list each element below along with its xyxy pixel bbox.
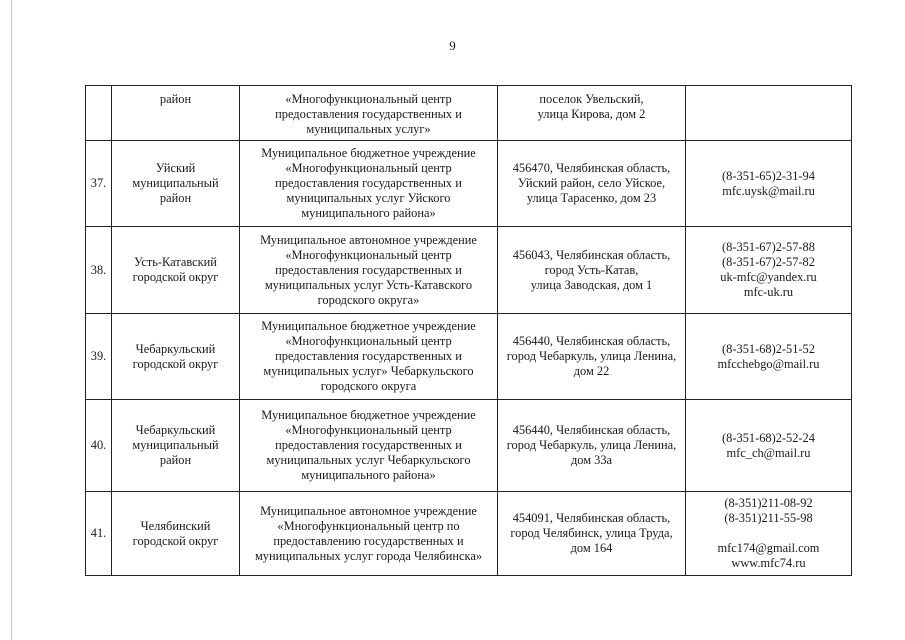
- blank-line: [689, 526, 848, 541]
- cell-address: [498, 492, 686, 576]
- text-line: муниципальный: [132, 176, 219, 190]
- cell-municipality: [112, 314, 240, 400]
- text-line: (8-351-68)2-52-24: [722, 430, 815, 445]
- text-line: дом 22: [573, 364, 610, 378]
- text-line: муниципальный: [132, 438, 219, 452]
- cell-municipality: [112, 400, 240, 492]
- text-line: поселок Увельский,: [539, 92, 644, 106]
- text-line: (8-351-68)2-51-52: [722, 341, 815, 356]
- text-line: Чебаркульский: [135, 341, 216, 356]
- cell-address: [498, 314, 686, 400]
- cell-number: [86, 86, 112, 141]
- text-line: предоставления государственных и: [275, 107, 462, 121]
- text-line: город Челябинск, улица Труда,: [510, 526, 673, 540]
- text-line: городского округа»: [317, 292, 420, 307]
- text-line: дом 33а: [570, 453, 613, 467]
- text-line: mfcchebgo@mail.ru: [717, 356, 820, 371]
- table-row: [86, 141, 852, 227]
- cell-contacts: [686, 314, 852, 400]
- cell-number: 37.: [86, 141, 112, 227]
- cell-address: [498, 86, 686, 141]
- text-line: муниципального района»: [301, 206, 436, 220]
- text-line: город Усть-Катав,: [544, 262, 639, 277]
- text-line: Муниципальное бюджетное учреждение: [261, 146, 476, 160]
- cell-address: [498, 400, 686, 492]
- text-line: (8-351-67)2-57-82: [722, 255, 815, 269]
- cell-contacts: [686, 492, 852, 576]
- text-line: 456043, Челябинская область,: [512, 247, 671, 262]
- cell-organization: [240, 314, 498, 400]
- cell-municipality: [112, 86, 240, 141]
- text-line: (8-351)211-08-92: [724, 496, 813, 510]
- text-line: муниципальных услуг» Чебаркульского: [263, 364, 474, 378]
- text-line: 454091, Челябинская область,: [512, 511, 671, 525]
- scan-margin-line: [11, 0, 12, 640]
- text-line: предоставлению государственных и: [273, 533, 464, 548]
- text-line: городского округа: [320, 379, 417, 393]
- table-row: [86, 492, 852, 576]
- page-number: 9: [449, 38, 456, 53]
- text-line: «Многофункциональный центр: [285, 92, 452, 106]
- text-line: улица Тарасенко, дом 23: [526, 191, 657, 205]
- text-line: город Чебаркуль, улица Ленина,: [506, 438, 677, 452]
- text-line: 456470, Челябинская область,: [512, 161, 671, 175]
- text-line: город Чебаркуль, улица Ленина,: [506, 349, 677, 363]
- text-line: улица Кирова, дом 2: [537, 107, 646, 121]
- text-line: городской округ: [132, 270, 219, 284]
- table-row: [86, 400, 852, 492]
- text-line: www.mfc74.ru: [731, 556, 806, 570]
- text-line: (8-351-65)2-31-94: [722, 168, 815, 183]
- text-line: «Многофункциональный центр: [285, 334, 452, 348]
- mfc-registry-table: [85, 85, 852, 576]
- text-line: (8-351-67)2-57-88: [722, 240, 815, 254]
- cell-municipality: [112, 141, 240, 227]
- text-line: район: [159, 191, 192, 205]
- text-line: uk-mfc@yandex.ru: [720, 270, 817, 284]
- cell-number: 41.: [86, 492, 112, 576]
- cell-number: 40.: [86, 400, 112, 492]
- cell-organization: [240, 86, 498, 141]
- text-line: «Многофункциональный центр: [285, 423, 452, 437]
- cell-organization: [240, 227, 498, 314]
- table-row: [86, 227, 852, 314]
- text-line: «Многофункциональный центр: [285, 247, 452, 262]
- cell-contacts: [686, 400, 852, 492]
- text-line: муниципальных услуг Уйского: [286, 191, 451, 205]
- text-line: mfc_ch@mail.ru: [726, 445, 811, 460]
- table-body: [86, 86, 852, 576]
- text-line: предоставления государственных и: [275, 262, 462, 277]
- text-line: Усть-Катавский: [134, 255, 217, 269]
- text-line: улица Заводская, дом 1: [530, 277, 653, 292]
- text-line: дом 164: [570, 541, 613, 555]
- cell-organization: [240, 492, 498, 576]
- text-line: mfc174@gmail.com: [717, 541, 820, 555]
- cell-contacts: [686, 86, 852, 141]
- text-line: mfc-uk.ru: [743, 285, 794, 299]
- text-line: предоставления государственных и: [275, 349, 462, 363]
- text-line: «Многофункциональный центр по: [277, 518, 460, 533]
- text-line: Муниципальное бюджетное учреждение: [261, 319, 476, 333]
- text-line: Муниципальное автономное учреждение: [260, 503, 477, 518]
- text-line: муниципальных услуг Усть-Катавского: [264, 277, 473, 292]
- table-row-continuation: [86, 86, 852, 141]
- text-line: Челябинский: [140, 518, 211, 533]
- text-line: муниципальных услуг Чебаркульского: [266, 453, 471, 467]
- text-line: городской округ: [132, 533, 219, 548]
- text-line: муниципальных услуг»: [306, 122, 431, 136]
- cell-address: [498, 141, 686, 227]
- text-line: муниципального района»: [301, 468, 436, 482]
- text-line: муниципальных услуг города Челябинска»: [254, 548, 483, 563]
- text-line: 456440, Челябинская область,: [512, 423, 671, 437]
- cell-organization: [240, 400, 498, 492]
- cell-number: 38.: [86, 227, 112, 314]
- text-line: предоставления государственных и: [275, 176, 462, 190]
- text-line: район: [159, 92, 192, 106]
- cell-address: [498, 227, 686, 314]
- text-line: «Многофункциональный центр: [285, 161, 452, 175]
- table-row: [86, 314, 852, 400]
- cell-municipality: [112, 492, 240, 576]
- text-line: городской округ: [132, 356, 219, 371]
- text-line: предоставления государственных и: [275, 438, 462, 452]
- cell-contacts: [686, 141, 852, 227]
- text-line: Муниципальное бюджетное учреждение: [261, 408, 476, 422]
- cell-contacts: [686, 227, 852, 314]
- text-line: (8-351)211-55-98: [724, 511, 813, 525]
- text-line: mfc.uysk@mail.ru: [722, 183, 815, 198]
- text-line: Уйский: [155, 161, 196, 175]
- text-line: Чебаркульский: [135, 423, 216, 437]
- text-line: район: [159, 453, 192, 467]
- cell-organization: [240, 141, 498, 227]
- cell-number: 39.: [86, 314, 112, 400]
- text-line: Уйский район, село Уйское,: [517, 176, 666, 190]
- cell-municipality: [112, 227, 240, 314]
- text-line: Муниципальное автономное учреждение: [260, 232, 477, 247]
- text-line: 456440, Челябинская область,: [512, 334, 671, 348]
